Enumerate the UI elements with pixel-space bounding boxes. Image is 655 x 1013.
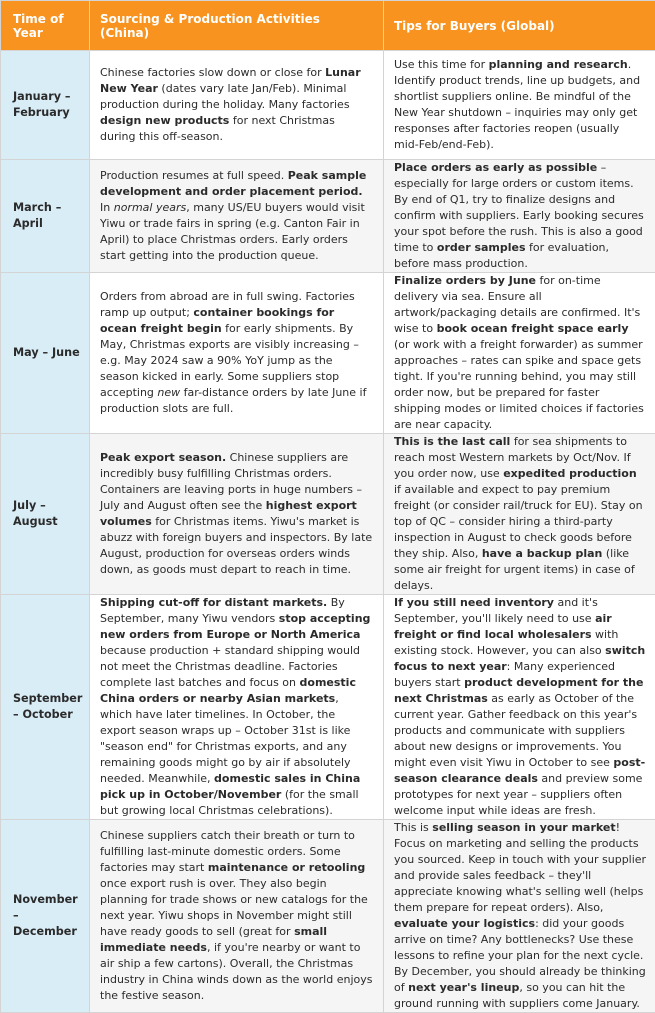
text-run: with existing stock. However, you can also bbox=[394, 628, 618, 657]
text-run: for sea shipments to reach most Western markets by Oct/Nov. If you order now, use bbox=[394, 435, 631, 480]
bold-text-run: Peak export season. bbox=[100, 451, 226, 464]
italic-text-run: new bbox=[157, 386, 180, 399]
italic-text-run: normal years bbox=[114, 201, 187, 214]
table-row bbox=[1, 595, 655, 820]
table-row bbox=[1, 160, 655, 273]
text-run: for evaluation, before mass production. bbox=[394, 241, 609, 270]
bold-text-run: planning and research bbox=[489, 58, 628, 71]
bold-text-run: expedited production bbox=[503, 467, 636, 480]
row-time-label: September – October bbox=[1, 595, 90, 820]
text-run: : Many experienced buyers start bbox=[394, 660, 615, 689]
text-run: for early shipments. By May, Christmas exports are visibly increasing – e.g. May 2024 saw a 90% YoY jump as the season kicked in early. Some suppliers stop accepting bbox=[100, 322, 359, 399]
bold-text-run: Shipping cut-off for distant markets. bbox=[100, 596, 327, 609]
row-tips-cell bbox=[384, 160, 655, 273]
row-time-label: January – February bbox=[1, 51, 90, 160]
text-run: Chinese factories slow down or close for bbox=[100, 66, 325, 79]
text-run: , many US/EU buyers would visit Yiwu or trade fairs in spring (e.g. Canton Fair in April) to place Christmas orders. Early orders start getting into the production queue. bbox=[100, 201, 365, 262]
bold-text-run: post-season clearance deals bbox=[394, 756, 645, 785]
row-time-label: May – June bbox=[1, 273, 90, 434]
row-time-label: November – December bbox=[1, 820, 90, 1013]
row-activities-cell bbox=[90, 820, 384, 1013]
text-run: , so you can hit the ground running with suppliers come January. bbox=[394, 981, 640, 1010]
row-time-label: March – April bbox=[1, 160, 90, 273]
bold-text-run: switch focus to next year bbox=[394, 644, 645, 673]
bold-text-run: have a backup plan bbox=[482, 547, 603, 560]
text-run: Chinese suppliers are incredibly busy fulfilling Christmas orders. Containers are leaving ports in huge numbers – July and August often see the bbox=[100, 451, 362, 512]
bold-text-run: If you still need inventory bbox=[394, 596, 554, 609]
header-time-of-year: Time of Year bbox=[1, 1, 90, 51]
text-run: for on-time delivery via sea. Ensure all artwork/packaging details are confirmed. It's wise to bbox=[394, 274, 640, 335]
text-run: , which have later timelines. In October, the export season wraps up – October 31st is like "season end" for Christmas exports, and any remaining goods might go by air if absolutely needed. Meanwhile, bbox=[100, 692, 351, 785]
text-run: Chinese suppliers catch their breath or turn to fulfilling last-minute domestic orders. Some factories may start bbox=[100, 829, 355, 874]
table-row bbox=[1, 820, 655, 1013]
table-header-row bbox=[1, 1, 655, 51]
text-run: for Christmas items. Yiwu's market is abuzz with foreign buyers and inspectors. By late August, production for overseas orders winds down, as goods must depart to reach in time. bbox=[100, 515, 372, 576]
text-run: ! Focus on marketing and selling the products you sourced. Keep in touch with your supplier and provide sales feedback – they'll appreciate knowing what's selling well (helps them prepare for repeat orders). Also, bbox=[394, 821, 646, 914]
bold-text-run: next year's lineup bbox=[408, 981, 519, 994]
text-run: By September, many Yiwu vendors bbox=[100, 596, 345, 625]
text-run: if available and expect to pay premium freight (or consider rail/truck for EU). Stay on top of QC – consider hiring a third-party inspection in August to check goods before they ship. Also, bbox=[394, 483, 643, 560]
bold-text-run: design new products bbox=[100, 114, 229, 127]
row-tips-cell bbox=[384, 434, 655, 595]
table-row bbox=[1, 434, 655, 595]
row-tips-cell bbox=[384, 595, 655, 820]
bold-text-run: selling season in your market bbox=[432, 821, 615, 834]
text-run: In bbox=[100, 201, 114, 214]
row-time-label: July – August bbox=[1, 434, 90, 595]
text-run: (for the small but growing local Christmas celebrations). bbox=[100, 788, 359, 817]
bold-text-run: Finalize orders by June bbox=[394, 274, 536, 287]
text-run: – especially for large orders or custom items. By end of Q1, try to finalize designs and confirm with suppliers. Early booking secures your spot before the rush. This is also a good time to bbox=[394, 161, 644, 254]
table-row bbox=[1, 51, 655, 160]
bold-text-run: stop accepting new orders from Europe or North America bbox=[100, 612, 370, 641]
text-run: (dates vary late Jan/Feb). Minimal production during the holiday. Many factories bbox=[100, 82, 350, 111]
text-run: , if you're nearby or want to air ship a few cartons). Overall, the Christmas industry in China winds down as the world enjoys the festive season. bbox=[100, 941, 372, 1002]
row-activities-cell bbox=[90, 160, 384, 273]
bold-text-run: small immediate needs bbox=[100, 925, 327, 954]
bold-text-run: container bookings for ocean freight begin bbox=[100, 306, 334, 335]
bold-text-run: product development for the next Christmas bbox=[394, 676, 643, 705]
bold-text-run: domestic China orders or nearby Asian markets bbox=[100, 676, 356, 705]
header-sourcing-activities: Sourcing & Production Activities (China) bbox=[90, 1, 384, 51]
bold-text-run: Place orders as early as possible bbox=[394, 161, 597, 174]
bold-text-run: This is the last call bbox=[394, 435, 510, 448]
text-run: and preview some prototypes for next year – suppliers often welcome input while ideas are fresh. bbox=[394, 772, 642, 817]
text-run: Use this time for bbox=[394, 58, 489, 71]
text-run: This is bbox=[394, 821, 432, 834]
text-run: far-distance orders by late June if production slots are full. bbox=[100, 386, 366, 415]
bold-text-run: air freight or find local wholesalers bbox=[394, 612, 612, 641]
bold-text-run: Peak sample development and order placement period. bbox=[100, 169, 366, 198]
header-buyer-tips: Tips for Buyers (Global) bbox=[384, 1, 655, 51]
bold-text-run: evaluate your logistics bbox=[394, 917, 535, 930]
text-run: once export rush is over. They also begin planning for trade shows or new catalogs for the next year. Yiwu shops in November might still have ready goods to sell (great for bbox=[100, 877, 368, 938]
table-row bbox=[1, 273, 655, 434]
text-run: because production + standard shipping would not meet the Christmas deadline. Factories complete last batches and focus on bbox=[100, 644, 360, 689]
bold-text-run: Lunar New Year bbox=[100, 66, 361, 95]
bold-text-run: order samples bbox=[437, 241, 526, 254]
text-run: (or work with a freight forwarder) as summer approaches – rates can spike and space gets tight. If you're running behind, you may still order now, but be prepared for faster shipping modes or limited choices if factories are near capacity. bbox=[394, 338, 644, 431]
text-run: (like some air freight for urgent items) in case of delays. bbox=[394, 547, 635, 592]
text-run: Orders from abroad are in full swing. Factories ramp up output; bbox=[100, 290, 355, 319]
text-run: . Identify product trends, line up budgets, and shortlist suppliers online. Be mindful of the New Year shutdown – inquiries may only get responses after factories reopen (usually mid-Feb/end-Feb). bbox=[394, 58, 640, 151]
text-run: as early as October of the current year. Gather feedback on this year's products and communicate with suppliers about new designs or improvements. You might even visit Yiwu in October to see bbox=[394, 692, 637, 769]
bold-text-run: highest export volumes bbox=[100, 499, 357, 528]
row-tips-cell bbox=[384, 51, 655, 160]
row-tips-cell bbox=[384, 820, 655, 1013]
row-activities-cell bbox=[90, 434, 384, 595]
row-tips-cell bbox=[384, 273, 655, 434]
text-run: Production resumes at full speed. bbox=[100, 169, 288, 182]
text-run: : did your goods arrive on time? Any bottlenecks? Use these lessons to refine your plan for the next cycle. By December, you should already be thinking of bbox=[394, 917, 646, 994]
bold-text-run: domestic sales in China pick up in October/November bbox=[100, 772, 360, 801]
bold-text-run: maintenance or retooling bbox=[208, 861, 365, 874]
text-run: for next Christmas during this off-season. bbox=[100, 114, 335, 143]
row-activities-cell bbox=[90, 51, 384, 160]
bold-text-run: book ocean freight space early bbox=[437, 322, 629, 335]
row-activities-cell bbox=[90, 595, 384, 820]
text-run: and it's September, you'll likely need to use bbox=[394, 596, 598, 625]
row-activities-cell bbox=[90, 273, 384, 434]
